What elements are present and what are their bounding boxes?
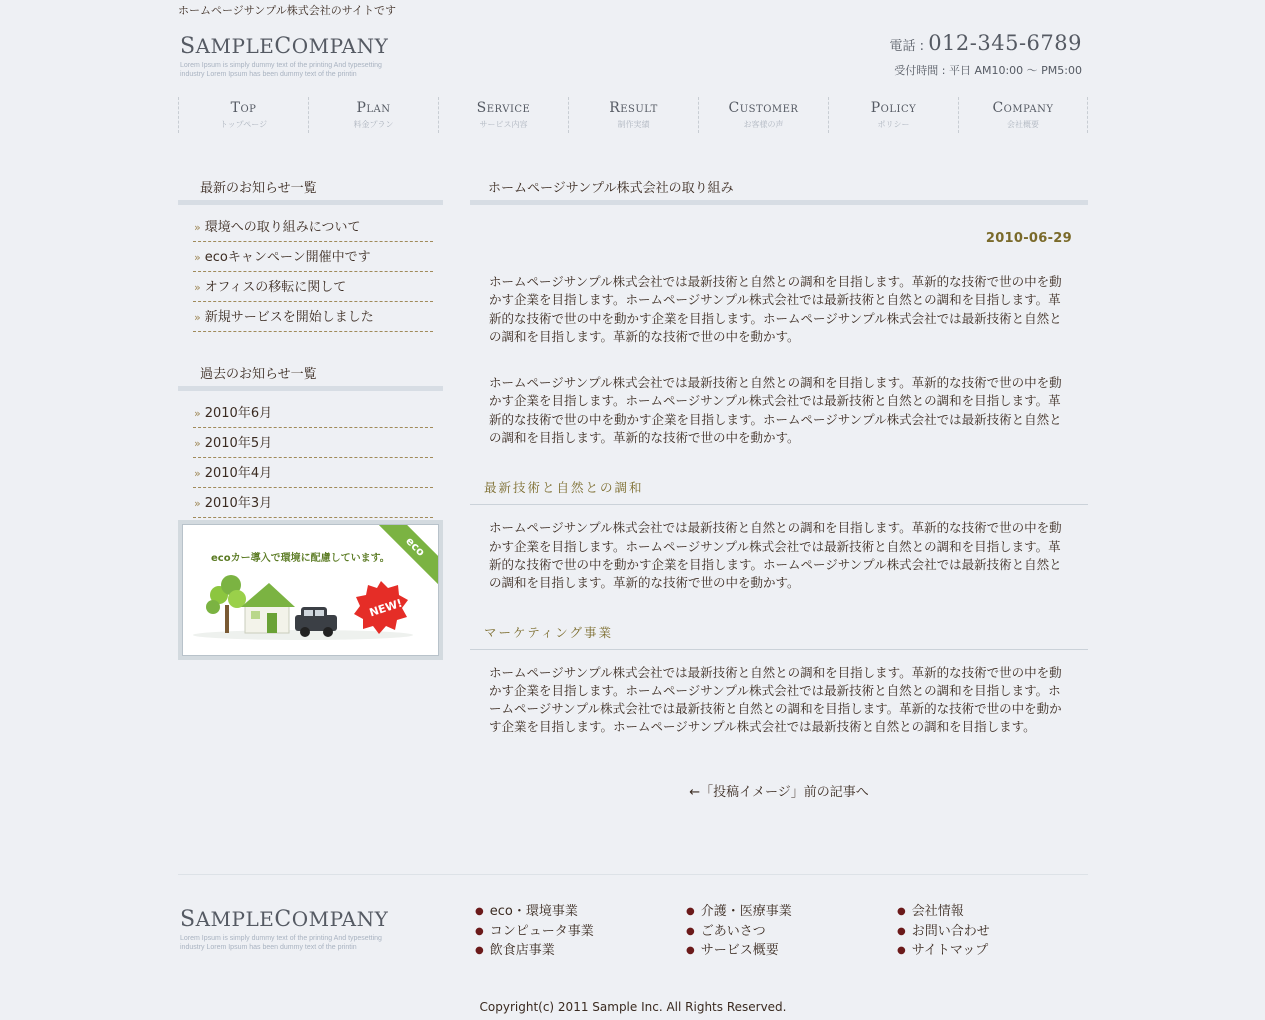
article-paragraph: ホームページサンプル株式会社では最新技術と自然との調和を目指します。革新的な技術で世の中を動かす企業を目指します。ホームページサンプル株式会社では最新技術と自然との調和を目指します。革新的な技術で世の中を動かす企業を目指します。ホームページサンプル株式会社では最新技術と自然との調和を目指します。革新的な技術で世の中を動かす。	[489, 520, 1062, 591]
tree-icon	[206, 575, 246, 633]
nav-item-result[interactable]	[569, 97, 699, 133]
archive-link[interactable]: 2010年4月	[204, 466, 273, 481]
archive-item[interactable]	[193, 489, 433, 518]
footer-links-col3	[897, 903, 990, 962]
nav-label-en: Customer	[728, 100, 799, 116]
article-paragraph: ホームページサンプル株式会社では最新技術と自然との調和を目指します。革新的な技術で世の中を動かす企業を目指します。ホームページサンプル株式会社では最新技術と自然との調和を目指します。革新的な技術で世の中を動かす企業を目指します。ホームページサンプル株式会社では最新技術と自然との調和を目指します。革新的な技術で世の中を動かす。	[489, 274, 1062, 344]
page	[178, 0, 1088, 1020]
footer-link[interactable]	[686, 942, 792, 962]
business-hours: 受付時間 : 平日 AM10:00 〜 PM5:00	[894, 64, 1082, 77]
archive-item[interactable]	[193, 459, 433, 488]
footer-link-text: コンピュータ事業	[489, 923, 594, 939]
archive-link[interactable]: 2010年3月	[204, 496, 273, 511]
list-marker: »	[194, 437, 201, 450]
list-marker: »	[194, 251, 201, 264]
footer-links-col2	[686, 903, 792, 962]
footer-divider	[178, 874, 1088, 875]
nav-item-company[interactable]	[959, 97, 1088, 133]
list-marker: »	[194, 221, 201, 234]
logo-subtext: Lorem Ipsum is simply dummy text of the printing And typesetting industry Lorem Ipsum has been dummy text of the printin	[180, 62, 382, 78]
nav-label-en: Plan	[356, 100, 391, 116]
bullet-icon: ●	[897, 906, 906, 917]
sidebar	[178, 170, 443, 620]
latest-news-item[interactable]	[193, 273, 433, 302]
banner-panel	[182, 524, 439, 656]
main-content	[470, 170, 1088, 800]
nav-label-en: Company	[992, 100, 1054, 116]
nav-label-en: Result	[609, 100, 658, 116]
section-heading: 最新技術と自然との調和	[470, 478, 1088, 505]
nav-label-en: Policy	[870, 100, 917, 116]
archive-item[interactable]	[193, 399, 433, 428]
footer-link[interactable]	[897, 942, 990, 962]
nav-label-ja: お客様の声	[743, 120, 784, 129]
logo-subtext: Lorem Ipsum is simply dummy text of the printing And typesetting industry Lorem Ipsum has been dummy text of the printin	[180, 935, 382, 951]
nav-label-en: Service	[476, 100, 531, 116]
list-marker: »	[194, 407, 201, 420]
phone-number: 012-345-6789	[928, 31, 1082, 55]
section-heading: マーケティング事業	[470, 623, 1088, 650]
phone-label: 電話 :	[889, 39, 925, 54]
footer-link[interactable]	[475, 923, 594, 943]
past-news-list	[178, 399, 443, 518]
nav-label-ja: サービス内容	[479, 120, 528, 129]
eco-ribbon: eco	[376, 524, 439, 586]
footer-link[interactable]	[897, 903, 990, 923]
footer-link-text: サイトマップ	[911, 943, 989, 958]
copyright: Copyright(c) 2011 Sample Inc. All Rights Reserved.	[479, 1000, 787, 1014]
global-nav	[178, 97, 1089, 133]
nav-label-ja: ポリシー	[877, 120, 910, 129]
article-paragraph: ホームページサンプル株式会社では最新技術と自然との調和を目指します。革新的な技術で世の中を動かす企業を目指します。ホームページサンプル株式会社では最新技術と自然との調和を目指します。革新的な技術で世の中を動かす企業を目指します。ホームページサンプル株式会社では最新技術と自然との調和を目指します。革新的な技術で世の中を動かす。	[489, 375, 1062, 446]
archive-link[interactable]: 2010年5月	[204, 436, 273, 451]
footer-link[interactable]	[897, 923, 990, 943]
eco-car-banner[interactable]	[178, 520, 443, 660]
latest-news-list	[178, 213, 443, 332]
list-marker: »	[194, 281, 201, 294]
archive-item[interactable]	[193, 429, 433, 458]
article-date: 2010-06-29	[985, 231, 1072, 246]
site-tagline: ホームページサンプル株式会社のサイトです	[178, 4, 397, 17]
logo-wordmark: SAMPLECOMPANY	[180, 34, 389, 59]
footer-link-text: eco・環境事業	[489, 904, 578, 919]
footer-link-text: お問い合わせ	[911, 923, 990, 939]
bullet-icon: ●	[897, 945, 906, 956]
footer-links-col1	[475, 903, 594, 962]
footer-link-text: 会社情報	[911, 904, 964, 919]
footer-link[interactable]	[475, 942, 594, 962]
banner-caption: ecoカー導入で環境に配慮しています。	[211, 553, 390, 564]
nav-label-ja: 料金プラン	[353, 120, 394, 129]
nav-item-top[interactable]	[179, 97, 309, 133]
latest-news-link[interactable]: ecoキャンペーン開催中です	[204, 250, 371, 265]
latest-news-item[interactable]	[193, 213, 433, 242]
nav-label-ja: 会社概要	[1007, 120, 1039, 129]
footer-link-text: 飲食店事業	[489, 943, 555, 958]
list-marker: »	[194, 311, 201, 324]
archive-link[interactable]: 2010年6月	[204, 406, 273, 421]
footer-link[interactable]	[686, 923, 792, 943]
latest-news-link[interactable]: 環境への取り組みについて	[204, 220, 361, 235]
nav-item-customer[interactable]	[699, 97, 829, 133]
site-logo[interactable]	[180, 34, 400, 79]
logo-wordmark: SAMPLECOMPANY	[180, 907, 389, 932]
bullet-icon: ●	[475, 945, 484, 956]
contact-info	[890, 30, 1082, 78]
nav-item-policy[interactable]	[829, 97, 959, 133]
latest-news-item[interactable]	[193, 243, 433, 272]
new-badge-label: NEW!	[367, 596, 404, 620]
list-marker: »	[194, 467, 201, 480]
latest-news-link[interactable]: 新規サービスを開始しました	[204, 310, 374, 325]
nav-label-ja: トップページ	[219, 120, 268, 129]
latest-news-item[interactable]	[193, 303, 433, 332]
bullet-icon: ●	[686, 906, 695, 917]
footer-link-text: サービス概要	[700, 943, 779, 958]
bullet-icon: ●	[686, 925, 695, 937]
previous-post-link[interactable]: ←「投稿イメージ」前の記事へ	[689, 784, 869, 800]
bullet-icon: ●	[897, 925, 906, 937]
bullet-icon: ●	[475, 906, 484, 917]
footer-link-text: ごあいさつ	[700, 923, 766, 939]
footer-logo[interactable]	[180, 907, 400, 952]
footer-link-text: 介護・医療事業	[700, 904, 792, 919]
bullet-icon: ●	[475, 925, 484, 937]
footer-link[interactable]	[475, 903, 594, 923]
house-icon	[241, 583, 295, 633]
article-paragraph: ホームページサンプル株式会社では最新技術と自然との調和を目指します。革新的な技術で世の中を動かす企業を目指します。ホームページサンプル株式会社では最新技術と自然との調和を目指します。ホームページサンプル株式会社では最新技術と自然との調和を目指します。革新的な技術で世の中を動かす企業を目指します。ホームページサンプル株式会社では最新技術と自然との調和を目指します。	[489, 664, 1062, 735]
phone-line	[890, 30, 1082, 60]
nav-item-plan[interactable]	[309, 97, 439, 133]
footer-link[interactable]	[686, 903, 792, 923]
past-news-heading: 過去のお知らせ一覧	[178, 356, 443, 391]
nav-label-ja: 制作実績	[617, 120, 650, 129]
latest-news-heading: 最新のお知らせ一覧	[178, 170, 443, 205]
bullet-icon: ●	[686, 945, 695, 956]
list-marker: »	[194, 497, 201, 510]
nav-label-en: Top	[230, 100, 257, 116]
latest-news-link[interactable]: オフィスの移転に関して	[204, 280, 347, 295]
banner-illustration	[183, 525, 439, 656]
nav-item-service[interactable]	[439, 97, 569, 133]
article-title: ホームページサンプル株式会社の取り組み	[470, 170, 1088, 205]
